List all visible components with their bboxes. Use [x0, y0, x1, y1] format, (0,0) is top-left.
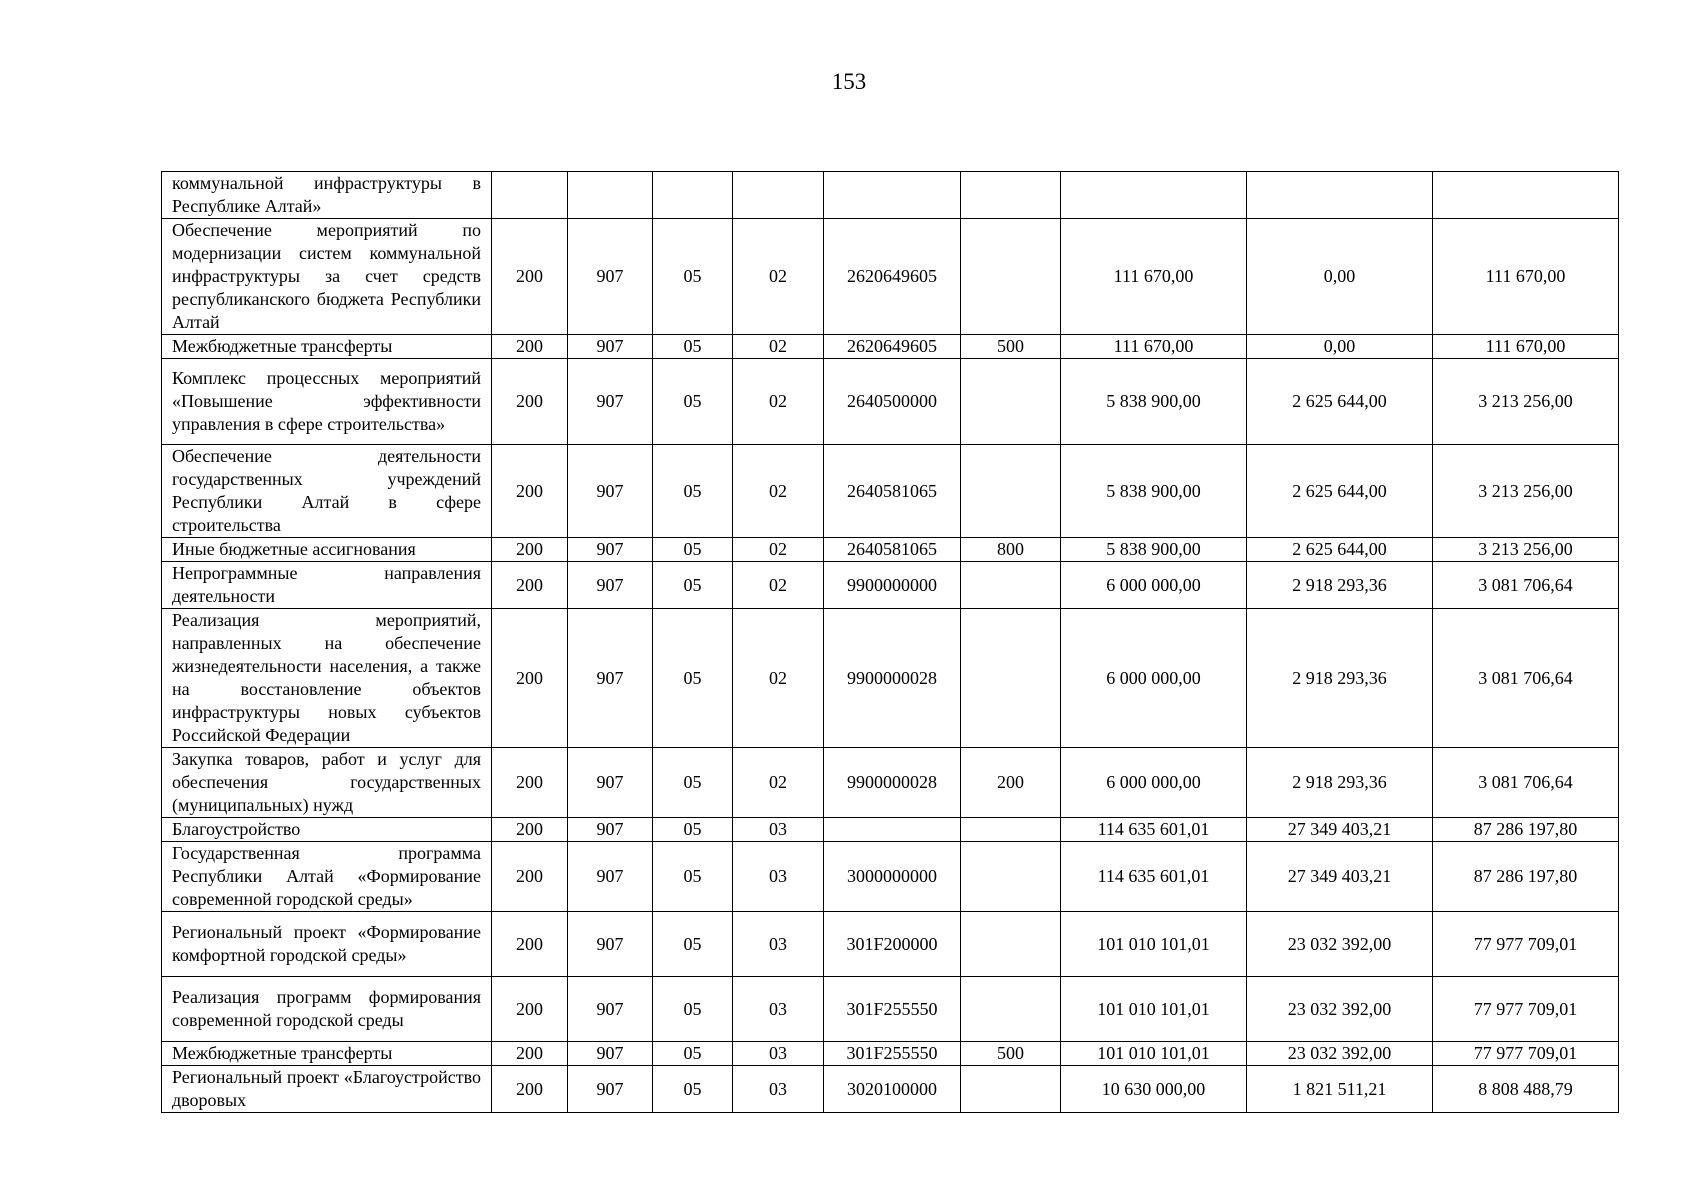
cell-name: Обеспечение деятельности государственных учреждений Республики Алтай в сфере строительства — [162, 445, 492, 538]
cell-subsection: 03 — [733, 1042, 824, 1066]
cell-expense-type — [961, 219, 1061, 335]
cell-target-article: 301F255550 — [824, 1042, 961, 1066]
cell-plan: 111 670,00 — [1061, 335, 1247, 359]
cell-code: 200 — [492, 842, 568, 912]
table-row — [162, 219, 1619, 335]
cell-target-article: 9900000000 — [824, 562, 961, 609]
cell-target-article: 2640581065 — [824, 445, 961, 538]
cell-expense-type: 800 — [961, 538, 1061, 562]
cell-plan: 114 635 601,01 — [1061, 818, 1247, 842]
cell-remainder: 3 213 256,00 — [1433, 359, 1619, 445]
cell-target-article — [824, 818, 961, 842]
cell-executed: 27 349 403,21 — [1247, 842, 1433, 912]
cell-section: 05 — [653, 445, 733, 538]
cell-plan: 5 838 900,00 — [1061, 445, 1247, 538]
cell-expense-type — [961, 562, 1061, 609]
table-row — [162, 818, 1619, 842]
cell-section: 05 — [653, 748, 733, 818]
cell-section: 05 — [653, 562, 733, 609]
cell-target-article: 3000000000 — [824, 842, 961, 912]
cell-subsection: 02 — [733, 219, 824, 335]
cell-subsection: 03 — [733, 818, 824, 842]
cell-remainder — [1433, 172, 1619, 219]
cell-code: 200 — [492, 219, 568, 335]
table-row — [162, 609, 1619, 748]
cell-plan — [1061, 172, 1247, 219]
cell-executed: 2 918 293,36 — [1247, 748, 1433, 818]
cell-remainder: 3 213 256,00 — [1433, 445, 1619, 538]
cell-target-article: 9900000028 — [824, 609, 961, 748]
cell-subsection: 03 — [733, 1066, 824, 1113]
cell-plan: 5 838 900,00 — [1061, 538, 1247, 562]
cell-executed: 2 918 293,36 — [1247, 609, 1433, 748]
cell-target-article: 2640500000 — [824, 359, 961, 445]
cell-subsection: 02 — [733, 609, 824, 748]
cell-section: 05 — [653, 335, 733, 359]
cell-code: 200 — [492, 912, 568, 977]
cell-name: Реализация программ формирования современной городской среды — [162, 977, 492, 1042]
cell-name: Государственная программа Республики Алтай «Формирование современной городской среды» — [162, 842, 492, 912]
cell-subsection: 02 — [733, 445, 824, 538]
cell-code: 200 — [492, 335, 568, 359]
cell-ministry: 907 — [568, 748, 653, 818]
cell-remainder: 111 670,00 — [1433, 219, 1619, 335]
cell-section: 05 — [653, 538, 733, 562]
cell-name: Межбюджетные трансферты — [162, 335, 492, 359]
cell-executed: 2 918 293,36 — [1247, 562, 1433, 609]
cell-plan: 10 630 000,00 — [1061, 1066, 1247, 1113]
cell-code: 200 — [492, 818, 568, 842]
cell-executed: 23 032 392,00 — [1247, 1042, 1433, 1066]
cell-remainder: 3 081 706,64 — [1433, 562, 1619, 609]
cell-subsection: 02 — [733, 562, 824, 609]
cell-expense-type: 200 — [961, 748, 1061, 818]
cell-target-article: 9900000028 — [824, 748, 961, 818]
cell-expense-type — [961, 172, 1061, 219]
cell-expense-type — [961, 977, 1061, 1042]
table-row — [162, 1042, 1619, 1066]
cell-subsection: 03 — [733, 912, 824, 977]
table-row — [162, 842, 1619, 912]
cell-subsection: 03 — [733, 842, 824, 912]
cell-remainder: 111 670,00 — [1433, 335, 1619, 359]
cell-remainder: 3 081 706,64 — [1433, 748, 1619, 818]
cell-plan: 101 010 101,01 — [1061, 912, 1247, 977]
cell-target-article: 301F255550 — [824, 977, 961, 1042]
table-row — [162, 912, 1619, 977]
cell-section: 05 — [653, 842, 733, 912]
table-row — [162, 562, 1619, 609]
cell-code: 200 — [492, 748, 568, 818]
cell-plan: 6 000 000,00 — [1061, 748, 1247, 818]
cell-name: Закупка товаров, работ и услуг для обеспечения государственных (муниципальных) нужд — [162, 748, 492, 818]
cell-expense-type — [961, 609, 1061, 748]
cell-remainder: 77 977 709,01 — [1433, 977, 1619, 1042]
cell-name: Благоустройство — [162, 818, 492, 842]
table-row — [162, 748, 1619, 818]
cell-name: Межбюджетные трансферты — [162, 1042, 492, 1066]
cell-subsection: 03 — [733, 977, 824, 1042]
cell-subsection: 02 — [733, 359, 824, 445]
cell-executed: 1 821 511,21 — [1247, 1066, 1433, 1113]
cell-target-article: 3020100000 — [824, 1066, 961, 1113]
budget-table-body — [162, 172, 1619, 1113]
cell-code: 200 — [492, 445, 568, 538]
cell-ministry: 907 — [568, 818, 653, 842]
cell-code: 200 — [492, 1042, 568, 1066]
cell-code: 200 — [492, 609, 568, 748]
cell-code: 200 — [492, 538, 568, 562]
cell-plan: 6 000 000,00 — [1061, 562, 1247, 609]
cell-expense-type: 500 — [961, 1042, 1061, 1066]
cell-target-article: 2640581065 — [824, 538, 961, 562]
cell-target-article: 2620649605 — [824, 335, 961, 359]
table-row — [162, 335, 1619, 359]
cell-target-article: 301F200000 — [824, 912, 961, 977]
cell-remainder: 3 213 256,00 — [1433, 538, 1619, 562]
cell-name: Непрограммные направления деятельности — [162, 562, 492, 609]
cell-ministry: 907 — [568, 335, 653, 359]
cell-ministry: 907 — [568, 609, 653, 748]
cell-section: 05 — [653, 1042, 733, 1066]
cell-ministry: 907 — [568, 219, 653, 335]
cell-ministry: 907 — [568, 1066, 653, 1113]
cell-plan: 101 010 101,01 — [1061, 1042, 1247, 1066]
cell-code — [492, 172, 568, 219]
cell-plan: 111 670,00 — [1061, 219, 1247, 335]
page-number: 153 — [831, 69, 867, 94]
table-row — [162, 538, 1619, 562]
cell-remainder: 8 808 488,79 — [1433, 1066, 1619, 1113]
cell-code: 200 — [492, 359, 568, 445]
cell-expense-type — [961, 359, 1061, 445]
cell-executed: 27 349 403,21 — [1247, 818, 1433, 842]
cell-name: Реализация мероприятий, направленных на обеспечение жизнедеятельности населения, а также на восстановление объектов инфраструктуры новых субъектов Российской Федерации — [162, 609, 492, 748]
cell-remainder: 87 286 197,80 — [1433, 818, 1619, 842]
cell-ministry: 907 — [568, 359, 653, 445]
cell-name: Комплекс процессных мероприятий «Повышение эффективности управления в сфере строительства» — [162, 359, 492, 445]
cell-executed: 23 032 392,00 — [1247, 912, 1433, 977]
cell-remainder: 77 977 709,01 — [1433, 1042, 1619, 1066]
cell-target-article: 2620649605 — [824, 219, 961, 335]
cell-expense-type — [961, 912, 1061, 977]
cell-remainder: 87 286 197,80 — [1433, 842, 1619, 912]
table-row — [162, 1066, 1619, 1113]
cell-executed: 2 625 644,00 — [1247, 359, 1433, 445]
cell-code: 200 — [492, 562, 568, 609]
cell-expense-type — [961, 842, 1061, 912]
cell-ministry: 907 — [568, 1042, 653, 1066]
cell-ministry: 907 — [568, 912, 653, 977]
cell-section: 05 — [653, 912, 733, 977]
cell-plan: 6 000 000,00 — [1061, 609, 1247, 748]
cell-ministry: 907 — [568, 538, 653, 562]
cell-expense-type: 500 — [961, 335, 1061, 359]
cell-remainder: 3 081 706,64 — [1433, 609, 1619, 748]
cell-section: 05 — [653, 977, 733, 1042]
cell-code: 200 — [492, 1066, 568, 1113]
table-row — [162, 359, 1619, 445]
cell-expense-type — [961, 445, 1061, 538]
cell-target-article — [824, 172, 961, 219]
cell-ministry: 907 — [568, 562, 653, 609]
cell-ministry: 907 — [568, 842, 653, 912]
table-row — [162, 977, 1619, 1042]
cell-name: Региональный проект «Формирование комфортной городской среды» — [162, 912, 492, 977]
cell-subsection — [733, 172, 824, 219]
cell-plan: 114 635 601,01 — [1061, 842, 1247, 912]
cell-executed: 0,00 — [1247, 335, 1433, 359]
cell-executed: 0,00 — [1247, 219, 1433, 335]
cell-ministry — [568, 172, 653, 219]
cell-expense-type — [961, 818, 1061, 842]
table-row — [162, 172, 1619, 219]
cell-expense-type — [961, 1066, 1061, 1113]
cell-section: 05 — [653, 818, 733, 842]
cell-section — [653, 172, 733, 219]
cell-executed: 2 625 644,00 — [1247, 538, 1433, 562]
cell-name: Иные бюджетные ассигнования — [162, 538, 492, 562]
cell-subsection: 02 — [733, 748, 824, 818]
cell-name: коммунальной инфраструктуры в Республике Алтай» — [162, 172, 492, 219]
cell-subsection: 02 — [733, 538, 824, 562]
cell-name: Обеспечение мероприятий по модернизации систем коммунальной инфраструктуры за счет средств республиканского бюджета Республики Алтай — [162, 219, 492, 335]
cell-executed: 23 032 392,00 — [1247, 977, 1433, 1042]
cell-executed — [1247, 172, 1433, 219]
cell-name: Региональный проект «Благоустройство дворовых — [162, 1066, 492, 1113]
cell-section: 05 — [653, 359, 733, 445]
cell-code: 200 — [492, 977, 568, 1042]
cell-section: 05 — [653, 609, 733, 748]
cell-executed: 2 625 644,00 — [1247, 445, 1433, 538]
cell-subsection: 02 — [733, 335, 824, 359]
cell-ministry: 907 — [568, 445, 653, 538]
table-row — [162, 445, 1619, 538]
cell-section: 05 — [653, 219, 733, 335]
cell-remainder: 77 977 709,01 — [1433, 912, 1619, 977]
cell-plan: 5 838 900,00 — [1061, 359, 1247, 445]
cell-ministry: 907 — [568, 977, 653, 1042]
budget-table — [161, 171, 1619, 1113]
cell-section: 05 — [653, 1066, 733, 1113]
cell-plan: 101 010 101,01 — [1061, 977, 1247, 1042]
